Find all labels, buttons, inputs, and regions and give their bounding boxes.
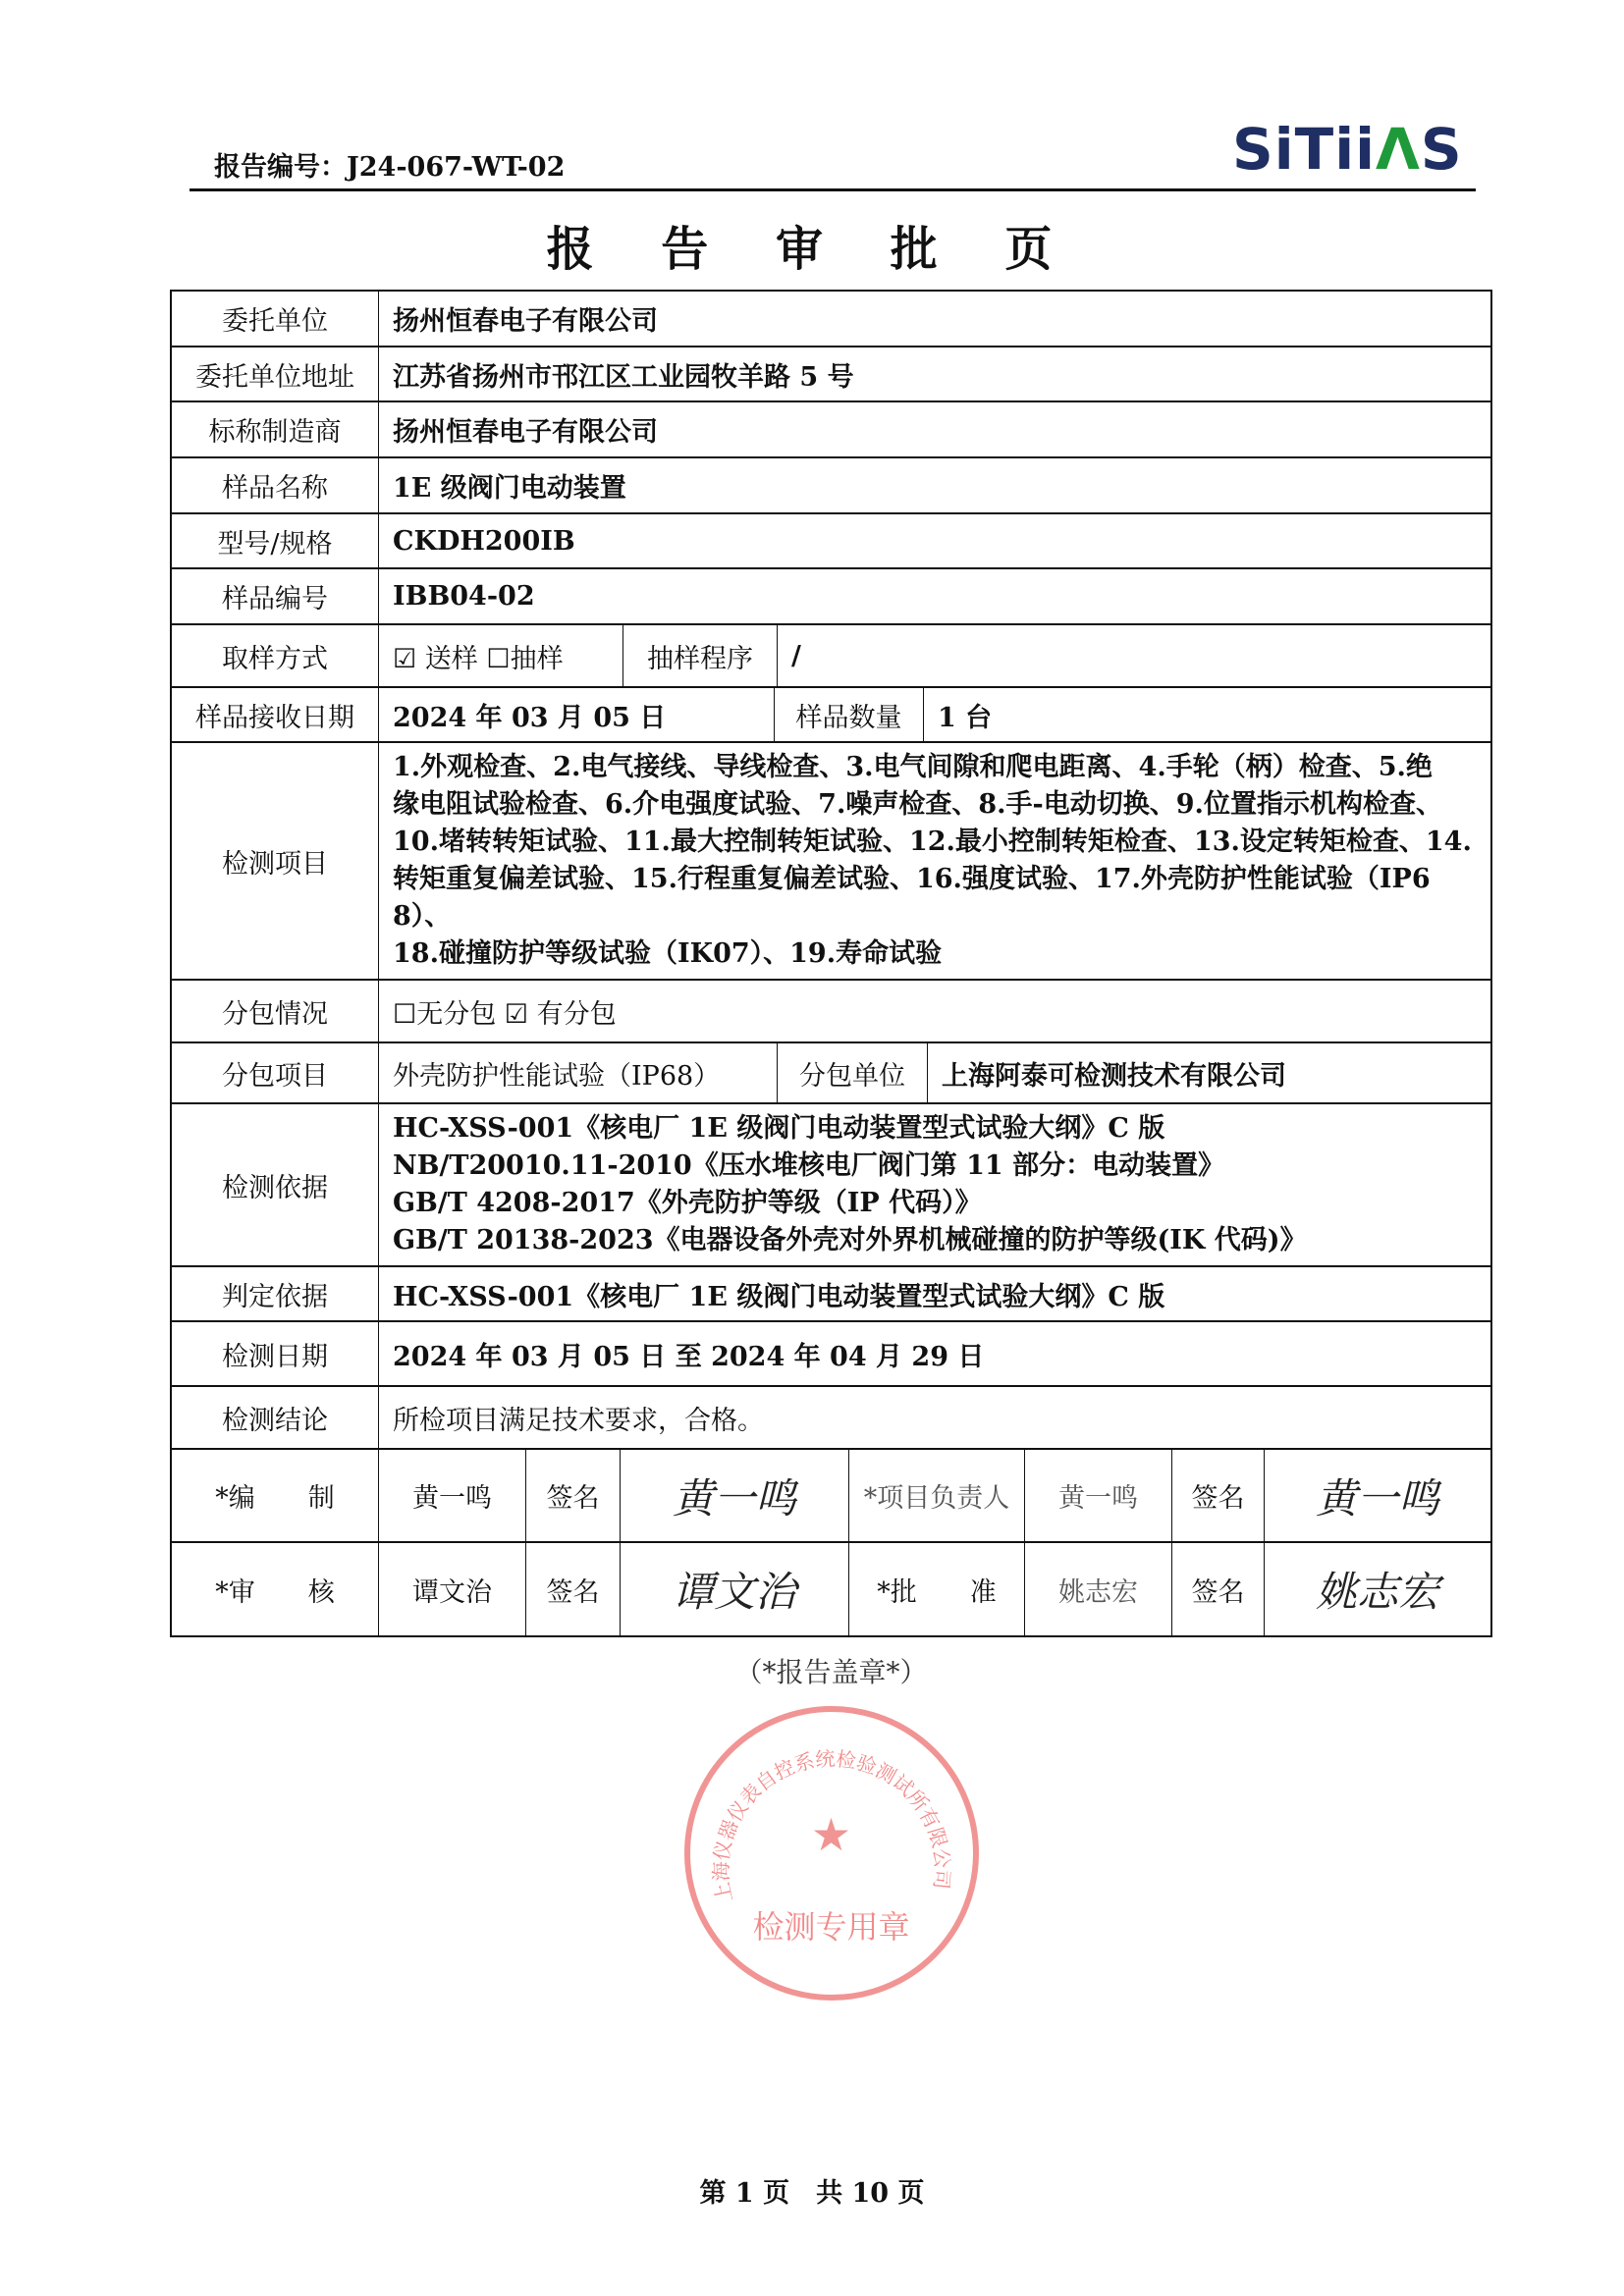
row-subcontract-items: [172, 1043, 1490, 1104]
label: 型号/规格: [172, 514, 379, 567]
value: 1E 级阀门电动装置: [393, 473, 626, 504]
label: 委托单位: [172, 292, 379, 346]
label: 样品编号: [172, 569, 379, 623]
label: 判定依据: [172, 1267, 379, 1320]
label: 分包项目: [172, 1043, 379, 1102]
role-label: *项目负责人: [849, 1450, 1025, 1541]
company-logo: SiTiiΛS: [1232, 116, 1463, 183]
row-conclusion: [172, 1387, 1490, 1450]
label: 分包单位: [778, 1043, 928, 1102]
sign-label: 签名: [1172, 1543, 1265, 1635]
role-label: *审 核: [172, 1543, 379, 1635]
text-line: 1.外观检查、2.电气接线、导线检查、3.电气间隙和爬电距离、4.手轮（柄）检查、5.绝: [393, 752, 1433, 782]
row-sample-no: [172, 569, 1490, 625]
seal-note: （*报告盖章*）: [734, 1656, 928, 1688]
row-signature-review: [172, 1543, 1490, 1637]
person-name: 谭文治: [379, 1543, 526, 1635]
row-test-date: [172, 1322, 1490, 1387]
person-name: 黄一鸣: [1025, 1450, 1172, 1541]
row-subcontract: [172, 981, 1490, 1043]
person-name: 黄一鸣: [379, 1450, 526, 1541]
seal-center-text: 检测专用章: [752, 1908, 910, 1946]
page-body: [170, 290, 1492, 2001]
test-items-list: [379, 743, 1490, 979]
row-test-items: [172, 743, 1490, 981]
row-test-basis: [172, 1104, 1490, 1267]
text-line: 18.碰撞防护等级试验（IK07）、19.寿命试验: [393, 938, 943, 969]
star-icon: ★: [810, 1808, 852, 1861]
handwritten-signature: 黄一鸣: [1315, 1473, 1439, 1522]
label: 样品名称: [172, 458, 379, 512]
official-seal: [684, 1706, 979, 2001]
handwritten-signature: 姚志宏: [1315, 1568, 1439, 1616]
value: 2024 年 03 月 05 日: [379, 688, 775, 741]
test-basis-list: [379, 1104, 1490, 1265]
handwritten-signature: 谭文治: [621, 1543, 849, 1635]
label: 标称制造商: [172, 402, 379, 456]
value: 2024 年 03 月 05 日 至 2024 年 04 月 29 日: [393, 1341, 985, 1372]
row-sampling: [172, 625, 1490, 688]
row-model: [172, 514, 1490, 569]
value: 上海阿泰可检测技术有限公司: [942, 1060, 1286, 1092]
row-receive-date: [172, 688, 1490, 743]
label: 检测依据: [172, 1104, 379, 1265]
sign-label: 签名: [526, 1450, 621, 1541]
header-divider: [189, 188, 1476, 191]
label: 检测结论: [172, 1387, 379, 1448]
value: CKDH200IB: [393, 525, 575, 557]
text-line: GB/T 20138-2023《电器设备外壳对外界机械碰撞的防护等级(IK 代码)》: [393, 1225, 1307, 1255]
handwritten-signature: 黄一鸣: [621, 1450, 849, 1541]
role-label: *批 准: [849, 1543, 1025, 1635]
row-sample-name: [172, 458, 1490, 514]
text-line: 缘电阻试验检查、6.介电强度试验、7.噪声检查、8.手-电动切换、9.位置指示机构检查、: [393, 789, 1442, 820]
text-line: 10.堵转转矩试验、11.最大控制转矩试验、12.最小控制转矩检查、13.设定转矩检查、14.: [393, 827, 1472, 857]
seal-ring-text: 上海仪器仪表自控系统检验测试所有限公司: [708, 1746, 954, 1905]
value: 江苏省扬州市邗江区工业园牧羊路 5 号: [393, 361, 854, 393]
value: 扬州恒春电子有限公司: [393, 417, 658, 448]
label: 取样方式: [172, 625, 379, 686]
value: 所检项目满足技术要求，合格。: [393, 1405, 764, 1436]
label: 抽样程序: [623, 625, 778, 686]
value: /: [791, 640, 801, 671]
label: 委托单位地址: [172, 347, 379, 400]
value: 外壳防护性能试验（IP68）: [379, 1043, 778, 1102]
text-line: GB/T 4208-2017《外壳防护等级（IP 代码）》: [393, 1188, 982, 1218]
row-judgement: [172, 1267, 1490, 1322]
row-client: [172, 292, 1490, 347]
text-line: HC-XSS-001《核电厂 1E 级阀门电动装置型式试验大纲》C 版: [393, 1113, 1165, 1144]
text-line: NB/T20010.11-2010《压水堆核电厂阀门第 11 部分：电动装置》: [393, 1150, 1225, 1181]
report-number: 报告编号：J24-067-WT-02: [214, 152, 566, 183]
role-label: *编 制: [172, 1450, 379, 1541]
value: IBB04-02: [393, 581, 535, 612]
label: 分包情况: [172, 981, 379, 1041]
sampling-method: ☑ 送样 ☐抽样: [379, 625, 623, 686]
label: 样品接收日期: [172, 688, 379, 741]
label: 样品数量: [775, 688, 924, 741]
label: 检测项目: [172, 743, 379, 979]
value: HC-XSS-001《核电厂 1E 级阀门电动装置型式试验大纲》C 版: [393, 1281, 1165, 1312]
value: ☐无分包 ☑ 有分包: [393, 998, 617, 1030]
label: 检测日期: [172, 1322, 379, 1385]
page-title: 报 告 审 批 页: [546, 222, 1078, 277]
value: 1 台: [938, 702, 993, 733]
page-footer: 第 1 页 共 10 页: [699, 2178, 925, 2209]
row-client-address: [172, 347, 1490, 402]
text-line: 转矩重复偏差试验、15.行程重复偏差试验、16.强度试验、17.外壳防护性能试验（IP68）、: [393, 864, 1431, 932]
row-manufacturer: [172, 402, 1490, 458]
sign-label: 签名: [526, 1543, 621, 1635]
value: 扬州恒春电子有限公司: [393, 306, 658, 337]
person-name: 姚志宏: [1025, 1543, 1172, 1635]
row-signature-compile: [172, 1450, 1490, 1543]
approval-table: [170, 290, 1492, 1637]
sign-label: 签名: [1172, 1450, 1265, 1541]
